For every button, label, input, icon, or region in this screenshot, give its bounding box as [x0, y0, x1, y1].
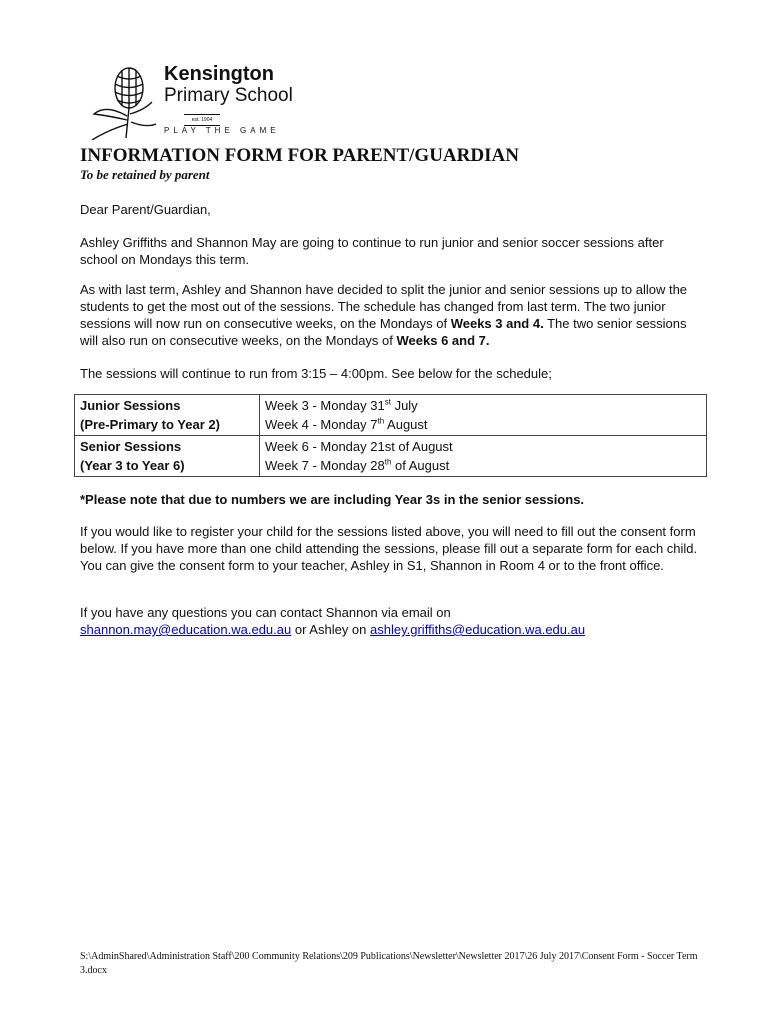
school-name	[164, 64, 293, 106]
senior-label: Senior Sessions	[80, 439, 182, 454]
year3-note: *Please note that due to numbers we are including Year 3s in the senior sessions.	[80, 492, 585, 507]
contact-text-b: or Ashley on	[291, 622, 371, 637]
junior-week4: Week 4 - Monday 7th August	[265, 416, 428, 432]
junior-dates-cell	[260, 395, 707, 436]
schedule-paragraph	[80, 281, 700, 349]
senior-label-cell	[75, 436, 260, 477]
ashley-email-link[interactable]: ashley.griffiths@education.wa.edu.au	[370, 622, 586, 637]
file-path-footer: S:\AdminShared\Administration Staff\200 Community Relations\209 Publications\Newsletter\Newsletter 2017\26 July 2017\Consent Form - Soccer Term 3.docx	[80, 951, 698, 976]
registration-paragraph: If you would like to register your child for the sessions listed above, you will need to fill out the consent form below. If you have more than one child attending the sessions, please fill out a separate form for each child. You can give the consent form to your teacher, Ashley in S1, Shannon in Room 4 or to the front office.	[80, 524, 698, 573]
school-motto: PLAY THE GAME	[164, 126, 280, 135]
intro-paragraph: Ashley Griffiths and Shannon May are going to continue to run junior and senior soccer sessions after school on Mondays this term.	[80, 235, 664, 267]
logo-badge: est. 1904	[184, 114, 220, 126]
school-logo	[84, 64, 304, 140]
form-title: INFORMATION FORM FOR PARENT/GUARDIAN	[80, 145, 519, 166]
banksia-flower-icon	[84, 64, 164, 140]
contact-paragraph	[80, 604, 700, 638]
junior-label: Junior Sessions	[80, 398, 181, 413]
school-name-line2: Primary School	[164, 85, 293, 106]
schedule-text-a: As with last term, Ashley and Shannon have decided to split the junior and senior sessions up to allow the students to get the most out of the sessions. The schedule has changed from last term. The two junior sessions will now run on consecutive weeks, on the Mondays of	[80, 282, 688, 331]
junior-label-cell	[75, 395, 260, 436]
senior-years: (Year 3 to Year 6)	[80, 458, 185, 473]
junior-years: (Pre-Primary to Year 2)	[80, 417, 220, 432]
junior-weeks-bold: Weeks 3 and 4.	[450, 316, 544, 331]
contact-text: If you have any questions you can contact Shannon via email on	[80, 605, 451, 620]
school-name-line1: Kensington	[164, 63, 274, 85]
senior-weeks-bold: Weeks 6 and 7.	[396, 333, 490, 348]
junior-week3: Week 3 - Monday 31st July	[265, 397, 418, 413]
table-row-junior	[75, 395, 707, 436]
greeting: Dear Parent/Guardian,	[80, 202, 211, 217]
schedule-table	[74, 394, 707, 477]
senior-week6: Week 6 - Monday 21st of August	[265, 439, 453, 454]
senior-dates-cell	[260, 436, 707, 477]
shannon-email-link[interactable]: shannon.may@education.wa.edu.au	[80, 622, 292, 637]
time-paragraph: The sessions will continue to run from 3:15 – 4:00pm. See below for the schedule;	[80, 366, 552, 381]
form-subtitle: To be retained by parent	[80, 167, 210, 182]
schedule-text-b: The two senior sessions will also run on consecutive weeks, on the Mondays of	[80, 316, 687, 348]
table-row-senior	[75, 436, 707, 477]
senior-week7: Week 7 - Monday 28th of August	[265, 457, 450, 473]
